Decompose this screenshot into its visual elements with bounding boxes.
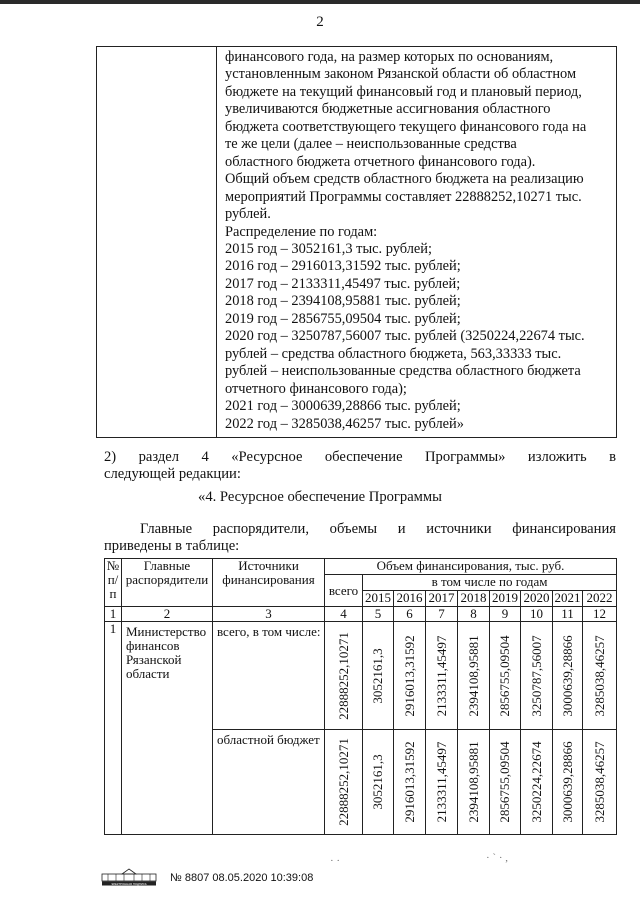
continuation-line: 2018 год – 2394108,95881 тыс. рублей; [225, 293, 461, 310]
cell-total [325, 622, 363, 730]
continuation-line: 2022 год – 3285038,46257 тыс. рублей» [225, 415, 464, 432]
column-number: 2 [122, 607, 213, 622]
logo-caption: ЭЛЕКТРОННАЯ ПОДПИСЬ [111, 881, 147, 886]
column-number: 4 [325, 607, 363, 622]
header-year: 2017 [426, 591, 458, 607]
header-year: 2019 [490, 591, 521, 607]
cell-value: 3250224,22674 [528, 741, 544, 823]
column-number: 8 [458, 607, 490, 622]
header-year: 2016 [394, 591, 426, 607]
header-managers: Главные распорядители [122, 559, 213, 607]
header-total: всего [325, 575, 363, 607]
continuation-line: 2017 год – 2133311,45497 тыс. рублей; [225, 275, 461, 292]
cell-year-value [363, 730, 394, 835]
header-num: № п/п [105, 559, 122, 607]
header-year: 2021 [554, 590, 581, 605]
intro-line2: приведены в таблице: [104, 538, 240, 554]
cell-value: 2916013,31592 [401, 741, 417, 823]
cell-value: 2133311,45497 [433, 741, 449, 823]
cell-value: 2394108,95881 [465, 634, 481, 717]
cell-year-value [521, 622, 553, 730]
cell-value: 2916013,31592 [401, 634, 417, 717]
cell-year-value [583, 622, 617, 730]
column-number: 7 [426, 607, 458, 622]
cell-value: 2394108,95881 [465, 741, 481, 823]
e-signature-logo-icon [100, 868, 158, 886]
scan-mark: · ` · , [486, 852, 508, 864]
section2-line1: 2) раздел 4 «Ресурсное обеспечение Программы» изложить в [104, 449, 616, 465]
cell-year-value [583, 730, 617, 835]
cell-total [325, 730, 363, 835]
continuation-text-cell [217, 47, 617, 438]
cell-year-value [553, 622, 583, 730]
intro-line1: Главные распорядители, объемы и источники финансирования [140, 521, 616, 537]
doc-number: № 8807 [170, 872, 210, 884]
cell-year-value [458, 622, 490, 730]
continuation-line: бюджете на текущий финансовый год и плановый период, [225, 83, 582, 100]
cell-year-value [490, 622, 521, 730]
continuation-line: Общий объем средств областного бюджета на реализацию [225, 171, 584, 188]
header-year: 2015 [363, 591, 394, 607]
continuation-line: 2020 год – 3250787,56007 тыс. рублей (3250224,22674 тыс. [225, 328, 585, 345]
footer-doc-info [170, 872, 313, 884]
column-number: 5 [363, 607, 394, 622]
header-volume: Объем финансирования, тыс. руб. [325, 559, 617, 575]
manager-name: Министерство финансов Рязанской области [122, 622, 213, 835]
header-sources: Источники финансирования [213, 559, 325, 607]
cell-year-value [490, 730, 521, 835]
top-border-line [0, 0, 640, 4]
continuation-line: 2021 год – 3000639,28866 тыс. рублей; [225, 398, 461, 415]
header-year: 2018 [458, 591, 490, 607]
column-number: 6 [394, 607, 426, 622]
continuation-empty-cell [97, 47, 217, 438]
continuation-line: 2016 год – 2916013,31592 тыс. рублей; [225, 258, 461, 275]
cell-value: 3000639,28866 [559, 741, 575, 823]
financing-table [104, 558, 617, 835]
continuation-line: рублей – средства областного бюджета, 563,33333 тыс. [225, 345, 562, 362]
column-number: 11 [553, 607, 583, 622]
cell-value: 3285038,46257 [591, 634, 607, 717]
continuation-line: бюджета соответствующего текущего финансового года на [225, 118, 587, 135]
section2-line2: следующей редакции: [104, 466, 241, 482]
continuation-line: областного бюджета отчетного финансового года). [225, 153, 536, 170]
cell-year-value [394, 730, 426, 835]
cell-value: 3052161,3 [370, 647, 385, 704]
source-label: областной бюджет [213, 730, 325, 835]
cell-value: 2856755,09504 [497, 634, 512, 717]
continuation-line: мероприятий Программы составляет 22888252,10271 тыс. [225, 188, 582, 205]
continuation-line: финансового года, на размер которых по основаниям, [225, 49, 554, 65]
doc-timestamp: 08.05.2020 10:39:08 [212, 872, 314, 884]
cell-value: 3000639,28866 [559, 634, 575, 717]
cell-year-value [426, 622, 458, 730]
cell-year-value [426, 730, 458, 835]
continuation-line: установленным законом Рязанской области об областном [225, 66, 577, 83]
cell-value: 2133311,45497 [433, 635, 449, 716]
cell-year-value [553, 730, 583, 835]
continuation-line: 2019 год – 2856755,09504 тыс. рублей; [225, 310, 461, 327]
row-number: 1 [105, 622, 122, 835]
section-heading: «4. Ресурсное обеспечение Программы [198, 489, 442, 505]
column-number: 1 [105, 607, 122, 622]
column-number: 3 [213, 607, 325, 622]
cell-value: 22888252,10271 [335, 631, 351, 720]
continuation-line: Распределение по годам: [225, 223, 378, 240]
column-number: 10 [521, 607, 553, 622]
cell-value: 22888252,10271 [335, 738, 351, 826]
header-year: 2020 [521, 591, 553, 607]
continuation-table [96, 46, 617, 438]
column-number: 12 [583, 607, 617, 622]
continuation-line: рублей – неиспользованные средства областного бюджета [225, 363, 581, 380]
cell-value: 3285038,46257 [591, 741, 607, 823]
scan-mark: · · [330, 855, 341, 867]
cell-value: 3250787,56007 [528, 634, 544, 717]
cell-value: 2856755,09504 [497, 741, 512, 823]
cell-year-value [363, 622, 394, 730]
cell-year-value [521, 730, 553, 835]
continuation-line: 2015 год – 3052161,3 тыс. рублей; [225, 240, 432, 257]
page-number: 2 [316, 14, 324, 30]
cell-year-value [394, 622, 426, 730]
continuation-line: отчетного финансового года); [225, 380, 407, 397]
cell-value: 3052161,3 [370, 754, 385, 810]
cell-year-value [458, 730, 490, 835]
continuation-line: те же цели (далее – неиспользованные средства [225, 136, 517, 153]
source-label: всего, в том числе: [213, 622, 325, 730]
header-year: 2022 [583, 591, 617, 607]
continuation-line: рублей. [225, 206, 271, 223]
header-including: в том числе по годам [363, 575, 617, 591]
continuation-line: увеличиваются бюджетные ассигнования областного [225, 101, 551, 118]
column-number: 9 [490, 607, 521, 622]
